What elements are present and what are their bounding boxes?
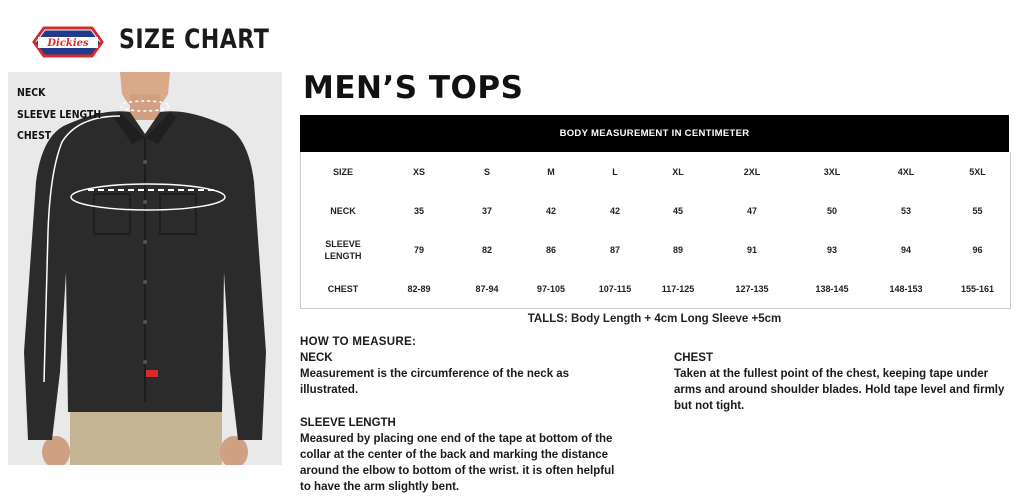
size-header: 2XL [743,166,761,177]
photo-label-neck: NECK [17,86,46,99]
dickies-logo [30,22,106,62]
table-row-chest [301,269,1010,308]
mens-tops-title: MEN’S TOPS [303,70,524,106]
table-row-size [301,152,1010,191]
talls-note: TALLS: Body Length + 4cm Long Sleeve +5cm [527,313,782,325]
size-table [300,152,1011,309]
table-cell: 93 [826,244,837,255]
size-header: 4XL [897,166,915,177]
table-cell: 89 [672,244,683,255]
table-cell: 138-145 [815,283,849,294]
table-row-neck [301,191,1010,230]
table-banner: BODY MEASUREMENT IN CENTIMETER [300,115,1009,152]
table-cell: 35 [413,205,424,216]
neck-heading: NECK [300,352,333,364]
table-row-sleeve-length [301,230,1010,269]
table-cell: 127-135 [735,283,769,294]
table-cell: 45 [672,205,683,216]
table-cell: 96 [972,244,983,255]
sleeve-length-description: Measured by placing one end of the tape at bottom of the collar at the center of the back and marking the distance around the elbow to bottom of the wrist. it is often helpful to have the arm slightly bent. [300,433,615,493]
table-cell: 155-161 [960,283,995,294]
table-cell: 91 [746,244,757,255]
table-cell: 47 [746,205,757,216]
table-cell: 55 [972,205,983,216]
size-header: XL [672,166,684,177]
table-cell: 42 [545,205,556,216]
table-cell: 42 [609,205,620,216]
table-cell: 117-125 [661,283,695,294]
row-header-line: LENGTH [324,250,362,261]
photo-label-sleeve-length: SLEEVE LENGTH [17,108,102,121]
size-header: XS [412,166,425,177]
size-header: L [612,166,618,177]
table-cell: 82-89 [407,283,431,294]
table-cell: 37 [481,205,492,216]
chest-description: Taken at the fullest point of the chest, keeping tape under arms and around shoulder blades. Hold tape level and firmly but not tight. [674,368,1005,412]
size-chart-title: SIZE CHART [119,24,270,55]
size-header: 5XL [969,166,986,177]
model-photo [8,72,282,465]
chest-heading: CHEST [674,352,713,364]
table-cell: 148-153 [889,283,923,294]
table-cell: 82 [481,244,492,255]
neck-description: Measurement is the circumference of the neck as illustrated. [300,368,570,396]
row-header-line: SLEEVE [325,238,361,249]
table-cell: 94 [900,244,911,255]
table-cell: 97-105 [536,283,566,294]
table-cell: 86 [545,244,556,255]
row-header-chest: CHEST [327,283,359,294]
table-cell: 79 [413,244,424,255]
how-to-measure-title: HOW TO MEASURE: [300,336,417,348]
size-header: 3XL [823,166,841,177]
size-header: M [547,166,555,177]
size-header: S [483,166,490,177]
table-cell: 87 [609,244,620,255]
photo-label-chest: CHEST [17,129,52,142]
table-cell: 87-94 [475,283,499,294]
table-cell: 50 [826,205,837,216]
table-cell: 53 [900,205,911,216]
sleeve-length-heading: SLEEVE LENGTH [300,417,396,429]
table-cell: 107-115 [598,283,632,294]
row-header-size: SIZE [332,166,353,177]
row-header-neck: NECK [330,205,356,216]
svg-text:Dickies: Dickies [47,38,89,49]
row-header-sleeve-length [301,230,385,269]
